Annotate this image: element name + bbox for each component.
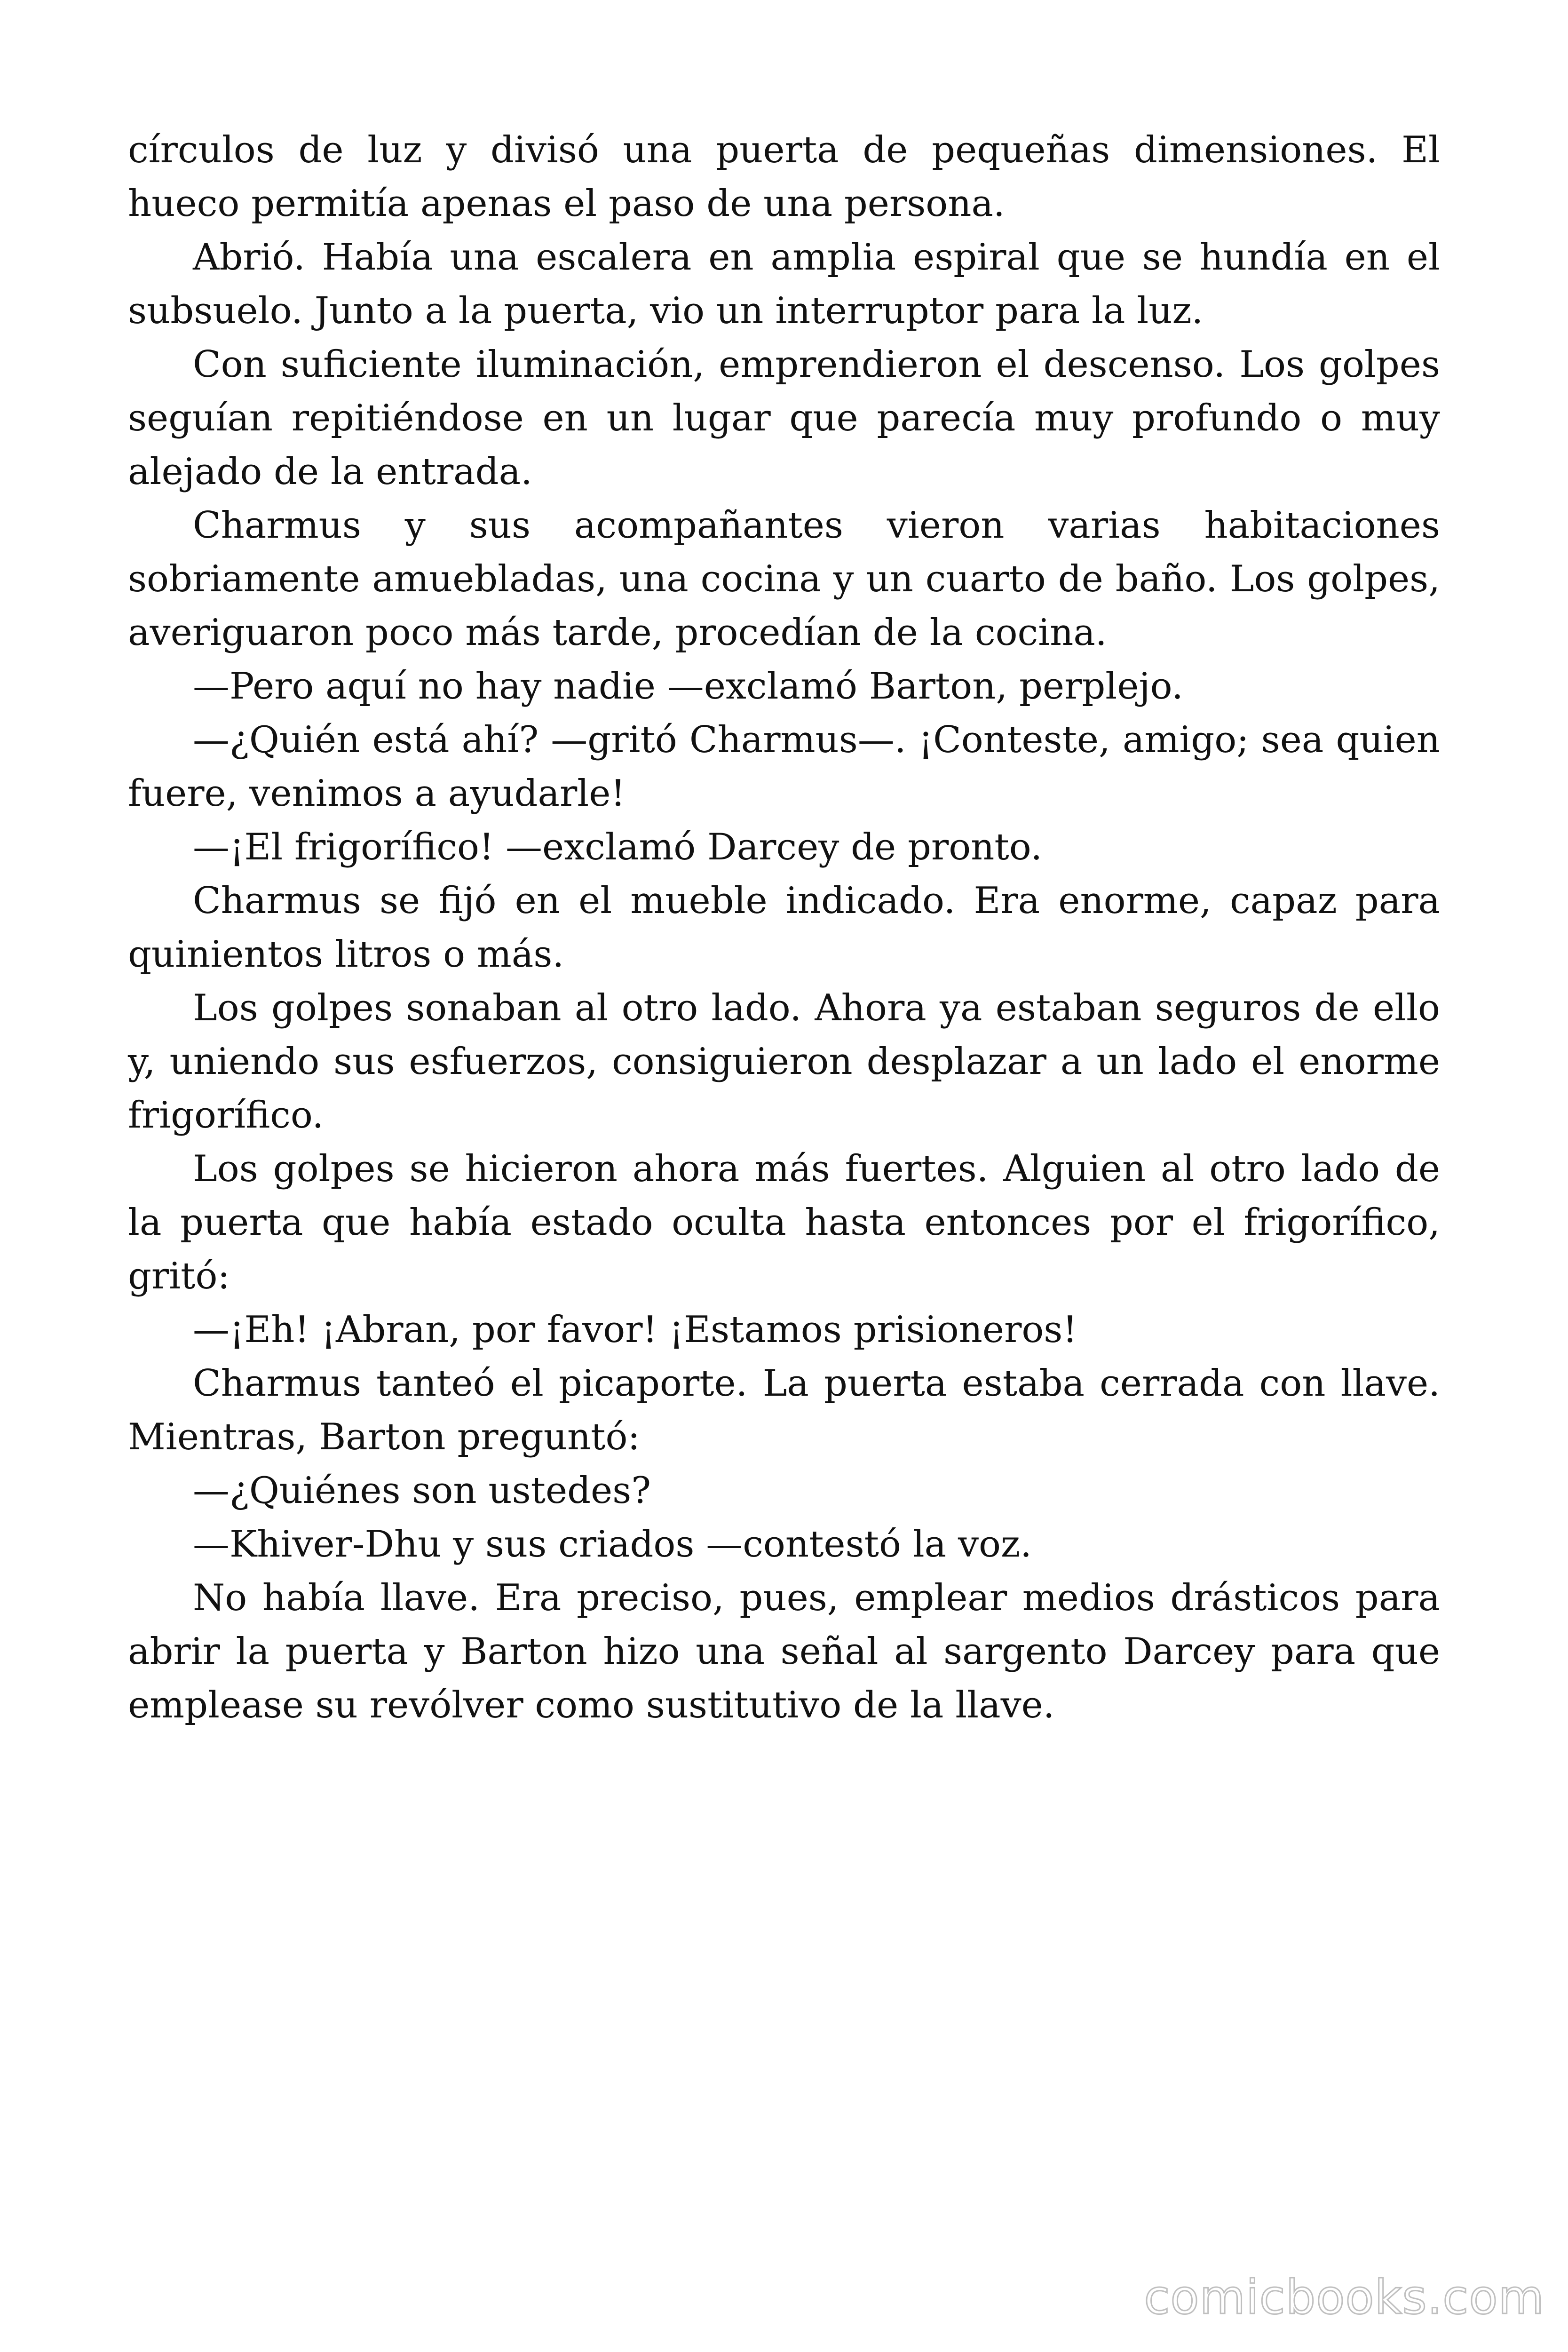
paragraph: Con suficiente iluminación, emprendieron el descenso. Los golpes seguían repitiéndose en un lugar que parecía muy profundo o muy alejado de la entrada. [128, 343, 1440, 493]
dialogue-paragraph: —¿Quiénes son ustedes? [193, 1470, 651, 1512]
paragraph: Los golpes sonaban al otro lado. Ahora ya estaban seguros de ello y, uniendo sus esfuerzos, consiguieron desplazar a un lado el enorme frigorífico. [128, 987, 1440, 1136]
dialogue-paragraph: —¡Eh! ¡Abran, por favor! ¡Estamos prisioneros! [193, 1309, 1077, 1351]
dialogue-paragraph: —Khiver-Dhu y sus criados —contestó la voz. [193, 1523, 1032, 1565]
paragraph: Los golpes se hicieron ahora más fuertes. Alguien al otro lado de la puerta que había estado oculta hasta entonces por el frigorífico, gritó: [128, 1148, 1440, 1297]
dialogue-paragraph: —Pero aquí no hay nadie —exclamó Barton, perplejo. [193, 665, 1183, 707]
paragraph: Charmus y sus acompañantes vieron varias habitaciones sobriamente amuebladas, una cocina y un cuarto de baño. Los golpes, averiguaron poco más tarde, procedían de la cocina. [128, 504, 1440, 654]
paragraph: Abrió. Había una escalera en amplia espiral que se hundía en el subsuelo. Junto a la puerta, vio un interruptor para la luz. [128, 236, 1440, 332]
paragraph: círculos de luz y divisó una puerta de pequeñas dimensiones. El hueco permitía apenas el paso de una persona. [128, 129, 1440, 225]
body-text [128, 123, 1440, 1732]
paragraph: Charmus tanteó el picaporte. La puerta estaba cerrada con llave. Mientras, Barton preguntó: [128, 1362, 1440, 1458]
paragraph: No había llave. Era preciso, pues, emplear medios drásticos para abrir la puerta y Barton hizo una señal al sargento Darcey para que emplease su revólver como sustitutivo de la llave. [128, 1577, 1440, 1726]
dialogue-paragraph: —¿Quién está ahí? —gritó Charmus—. ¡Conteste, amigo; sea quien fuere, venimos a ayudarle! [128, 719, 1440, 815]
paragraph: Charmus se fijó en el mueble indicado. Era enorme, capaz para quinientos litros o más. [128, 880, 1440, 976]
watermark: comicbooks.com [1144, 2270, 1544, 2325]
dialogue-paragraph: —¡El frigorífico! —exclamó Darcey de pronto. [193, 826, 1043, 868]
